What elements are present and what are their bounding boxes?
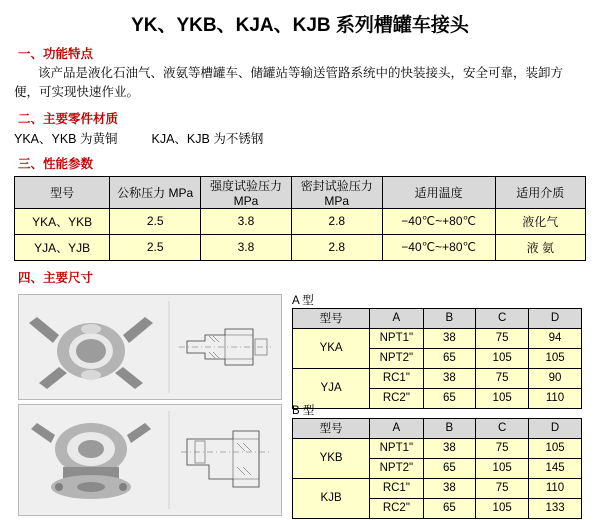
dimension-table-b — [292, 418, 582, 519]
perf-r1-c0: YJA、YJB — [15, 234, 110, 260]
table-row — [293, 328, 582, 348]
dim-b-r1-c3: 105 — [476, 458, 529, 478]
dim-b-r0-c3: 75 — [476, 438, 529, 458]
dim-a-r2-c2: 38 — [423, 368, 476, 388]
table-header-row — [293, 308, 582, 328]
type-a-label: A 型 — [292, 294, 314, 307]
dim-b-r3-c1: RC2" — [370, 498, 423, 518]
perf-col-0: 型号 — [15, 176, 110, 208]
perf-r1-c3: 2.8 — [291, 234, 382, 260]
dim-a-col-2: B — [423, 308, 476, 328]
table-row — [293, 478, 582, 498]
dim-a-r3-c2: 65 — [423, 388, 476, 408]
dim-a-r2-model: YJA — [293, 368, 370, 408]
dim-b-r3-c2: 65 — [423, 498, 476, 518]
type-b-label: B 型 — [292, 404, 315, 417]
section-heading-performance: 三、性能参数 — [18, 156, 94, 171]
dim-b-r0-model: YKB — [293, 438, 370, 478]
performance-table — [14, 176, 586, 261]
dim-b-r3-c4: 133 — [529, 498, 582, 518]
perf-r0-c4: −40℃~+80℃ — [382, 208, 495, 234]
dim-a-r3-c1: RC2" — [370, 388, 423, 408]
dim-b-col-0: 型号 — [293, 418, 370, 438]
table-row — [293, 438, 582, 458]
dim-a-r0-model: YKA — [293, 328, 370, 368]
table-row — [293, 368, 582, 388]
dim-a-col-4: D — [529, 308, 582, 328]
dim-a-r1-c2: 65 — [423, 348, 476, 368]
table-header-row — [293, 418, 582, 438]
dim-b-r2-c3: 75 — [476, 478, 529, 498]
perf-r0-c5: 液化气 — [495, 208, 585, 234]
dimensions-area — [0, 292, 600, 520]
perf-r1-c5: 液 氨 — [495, 234, 585, 260]
product-photo-type-b — [18, 404, 282, 516]
dim-a-r1-c4: 105 — [529, 348, 582, 368]
dim-a-r0-c1: NPT1" — [370, 328, 423, 348]
coupling-photo-a-graphic — [19, 295, 281, 399]
dim-a-r0-c4: 94 — [529, 328, 582, 348]
dim-b-r0-c1: NPT1" — [370, 438, 423, 458]
dim-a-r3-c3: 105 — [476, 388, 529, 408]
dim-b-r0-c2: 38 — [423, 438, 476, 458]
materials-line — [14, 129, 600, 147]
perf-r1-c4: −40℃~+80℃ — [382, 234, 495, 260]
dim-b-r0-c4: 105 — [529, 438, 582, 458]
dim-b-r2-c1: RC1" — [370, 478, 423, 498]
perf-col-5: 适用介质 — [495, 176, 585, 208]
product-photo-type-a — [18, 294, 282, 400]
materials-left: YKA、YKB 为黄铜 — [14, 131, 118, 146]
table-row — [15, 234, 586, 260]
dim-b-r2-c4: 110 — [529, 478, 582, 498]
dim-b-r3-c3: 105 — [476, 498, 529, 518]
dim-b-r1-c1: NPT2" — [370, 458, 423, 478]
dim-a-r1-c1: NPT2" — [370, 348, 423, 368]
dim-b-col-3: C — [476, 418, 529, 438]
dim-a-r2-c1: RC1" — [370, 368, 423, 388]
dim-b-r1-c2: 65 — [423, 458, 476, 478]
table-header-row — [15, 176, 586, 208]
materials-right: KJA、KJB 为不锈钢 — [151, 131, 264, 146]
dim-a-r2-c3: 75 — [476, 368, 529, 388]
dim-b-r1-c4: 145 — [529, 458, 582, 478]
dim-b-r2-c2: 38 — [423, 478, 476, 498]
perf-col-4: 适用温度 — [382, 176, 495, 208]
perf-r0-c1: 2.5 — [110, 208, 201, 234]
dim-b-r2-model: KJB — [293, 478, 370, 518]
perf-r1-c2: 3.8 — [201, 234, 292, 260]
section-heading-materials: 二、主要零件材质 — [18, 111, 119, 126]
dim-a-col-1: A — [370, 308, 423, 328]
dimension-table-a — [292, 308, 582, 409]
dim-b-col-1: A — [370, 418, 423, 438]
section-heading-features: 一、功能特点 — [18, 47, 94, 61]
perf-r0-c0: YKA、YKB — [15, 208, 110, 234]
dim-a-col-3: C — [476, 308, 529, 328]
perf-col-1: 公称压力 MPa — [110, 176, 201, 208]
perf-col-2: 强度试验压力 MPa — [201, 176, 292, 208]
dim-b-col-4: D — [529, 418, 582, 438]
page-title: YK、YKB、KJA、KJB 系列槽罐车接头 — [131, 15, 469, 36]
perf-col-3: 密封试验压力 MPa — [291, 176, 382, 208]
dim-a-col-0: 型号 — [293, 308, 370, 328]
dim-a-r0-c2: 38 — [423, 328, 476, 348]
dim-a-r2-c4: 90 — [529, 368, 582, 388]
dim-a-r3-c4: 110 — [529, 388, 582, 408]
coupling-photo-b-graphic — [19, 405, 281, 515]
perf-r1-c1: 2.5 — [110, 234, 201, 260]
dim-a-r1-c3: 105 — [476, 348, 529, 368]
features-text: 该产品是液化石油气、液氨等槽罐车、储罐站等输送管路系统中的快装接头，安全可靠，装卸方便，可实现快速作业。 — [14, 66, 564, 99]
perf-r0-c2: 3.8 — [201, 208, 292, 234]
table-row — [15, 208, 586, 234]
dim-a-r0-c3: 75 — [476, 328, 529, 348]
section-heading-dimensions: 四、主要尺寸 — [18, 270, 94, 285]
perf-r0-c3: 2.8 — [291, 208, 382, 234]
dim-b-col-2: B — [423, 418, 476, 438]
